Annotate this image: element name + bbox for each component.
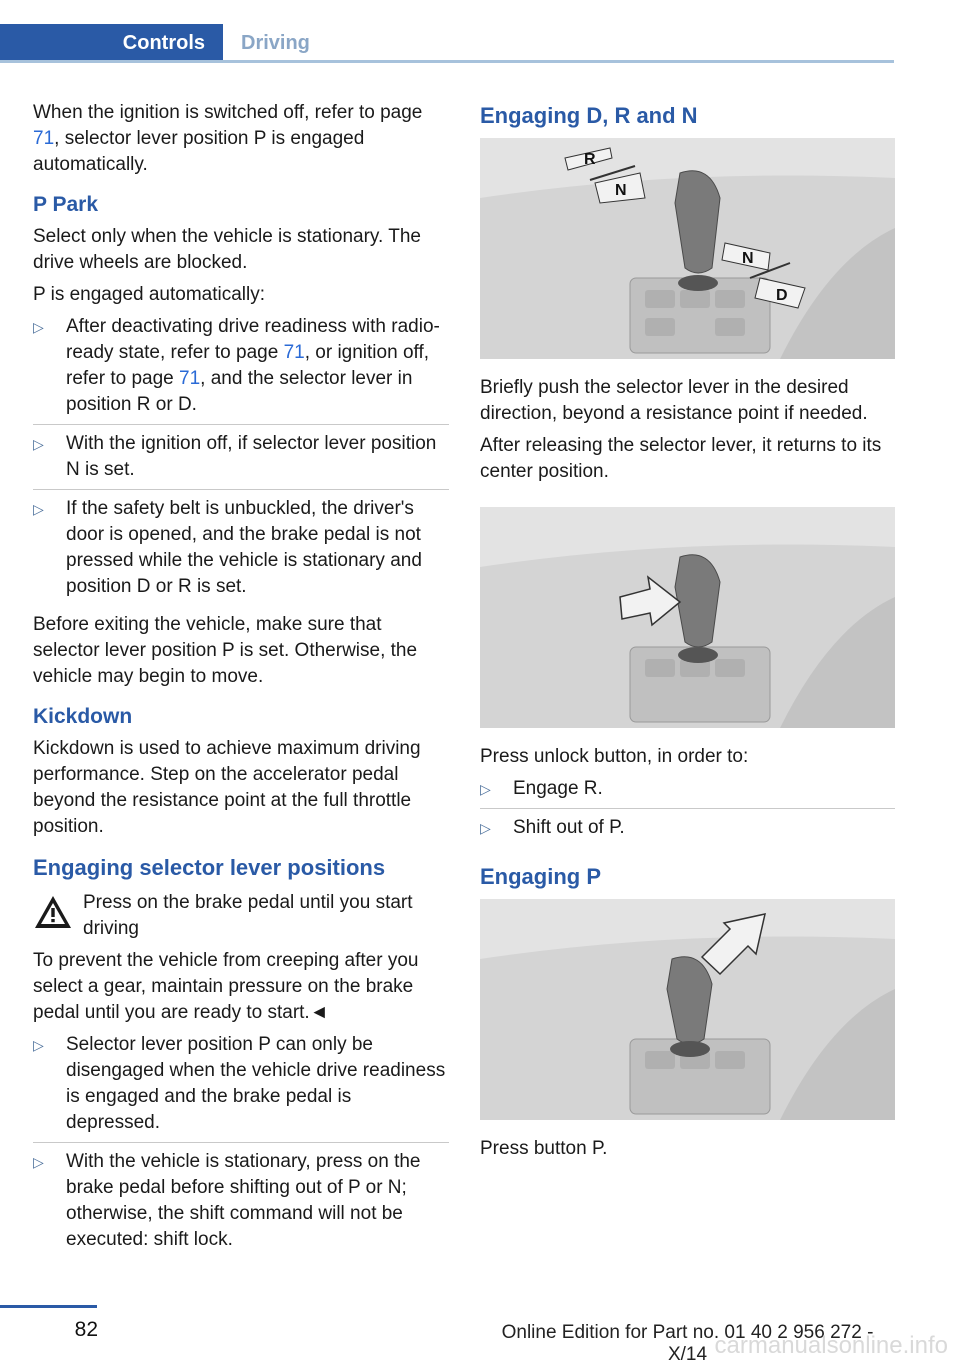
unlock-list xyxy=(480,776,895,847)
selector-lever-unlock-illustration xyxy=(480,507,895,728)
list-item: ▷ If the safety belt is unbuckled, the driver's door is opened, and the brake pedal is not pressed while the vehicle is stationary and position D or R is set. xyxy=(33,498,422,597)
park-paragraph-2: P is engaged automatically: xyxy=(33,284,266,305)
engage-p-heading: Engaging P xyxy=(480,864,601,889)
gear-label-n: N xyxy=(615,182,627,199)
list-item: ▷ Selector lever position P can only be disengaged when the vehicle drive readiness is engaged and the brake pedal is depressed. xyxy=(33,1032,449,1143)
triangle-bullet-icon: ▷ xyxy=(480,820,491,836)
park-paragraph-3: Before exiting the vehicle, make sure that selector lever position P is set. Otherwise, the vehicle may begin to move. xyxy=(33,614,418,687)
page-number: 82 xyxy=(74,1318,98,1341)
gear-label-n: N xyxy=(742,250,754,267)
triangle-bullet-icon: ▷ xyxy=(33,1037,44,1053)
tab-driving[interactable]: Driving xyxy=(241,31,310,54)
triangle-bullet-icon: ▷ xyxy=(33,501,44,517)
page-link[interactable]: 71 xyxy=(33,128,55,149)
drn-paragraph-2: After releasing the selector lever, it returns to its center position. xyxy=(480,435,882,482)
list-item: ▷ After deactivating drive readiness with radio-ready state, refer to page 71, or ignition off, refer to page 71, and the selector lever in position R or D. xyxy=(33,314,449,425)
page-link[interactable]: 71 xyxy=(283,342,305,363)
page-link[interactable]: 71 xyxy=(179,368,201,389)
list-item: ▷ With the vehicle is stationary, press on the brake pedal before shifting out of P or N; otherwise, the shift command will not be executed: shift lock. xyxy=(33,1151,421,1250)
park-list xyxy=(33,314,449,606)
park-paragraph-1: Select only when the vehicle is stationary. The drive wheels are blocked. xyxy=(33,226,421,273)
gear-label-d: D xyxy=(776,287,788,304)
drn-paragraph-1: Briefly push the selector lever in the desired direction, beyond a resistance point if needed. xyxy=(480,377,868,424)
engage-paragraph: To prevent the vehicle from creeping after you select a gear, maintain pressure on the brake pedal until you are ready to start.◄ xyxy=(33,950,419,1023)
watermark: carmanualsonline.info xyxy=(714,1332,948,1359)
warning-text: Press on the brake pedal until you start driving xyxy=(83,892,413,939)
online-edition-text: Online Edition for Part no. 01 40 2 956 272 - X/14 xyxy=(501,1322,874,1365)
kickdown-heading: Kickdown xyxy=(33,705,133,728)
triangle-bullet-icon: ▷ xyxy=(480,781,491,797)
selector-lever-drn-illustration xyxy=(480,138,895,359)
engage-heading: Engaging selector lever positions xyxy=(33,855,386,880)
triangle-bullet-icon: ▷ xyxy=(33,319,44,335)
kickdown-paragraph: Kickdown is used to achieve maximum driving performance. Step on the accelerator pedal beyond the resistance point at the full throttle position. xyxy=(33,738,421,837)
selector-lever-p-illustration xyxy=(480,899,895,1120)
list-item: ▷ Engage R. xyxy=(480,776,895,809)
unlock-paragraph: Press unlock button, in order to: xyxy=(480,746,749,767)
warning-icon xyxy=(33,894,73,930)
footer-divider xyxy=(0,1305,97,1308)
gear-label-r: R xyxy=(584,151,596,168)
list-item: ▷ With the ignition off, if selector lever position N is set. xyxy=(33,431,449,490)
list-item: ▷ Shift out of P. xyxy=(480,815,895,847)
park-heading: P Park xyxy=(33,193,98,216)
warning-note xyxy=(33,890,449,942)
engage-list xyxy=(33,1032,449,1259)
left-column xyxy=(33,100,449,1265)
triangle-bullet-icon: ▷ xyxy=(33,1154,44,1170)
drn-heading: Engaging D, R and N xyxy=(480,103,698,128)
triangle-bullet-icon: ▷ xyxy=(33,436,44,452)
intro-paragraph: When the ignition is switched off, refer to page 71, selector lever position P is engaged automatically. xyxy=(33,102,423,175)
tab-controls[interactable]: Controls xyxy=(0,24,223,62)
header-divider xyxy=(0,60,894,63)
page-header xyxy=(0,24,894,62)
engage-p-paragraph: Press button P. xyxy=(480,1138,608,1159)
right-column xyxy=(480,100,895,1168)
